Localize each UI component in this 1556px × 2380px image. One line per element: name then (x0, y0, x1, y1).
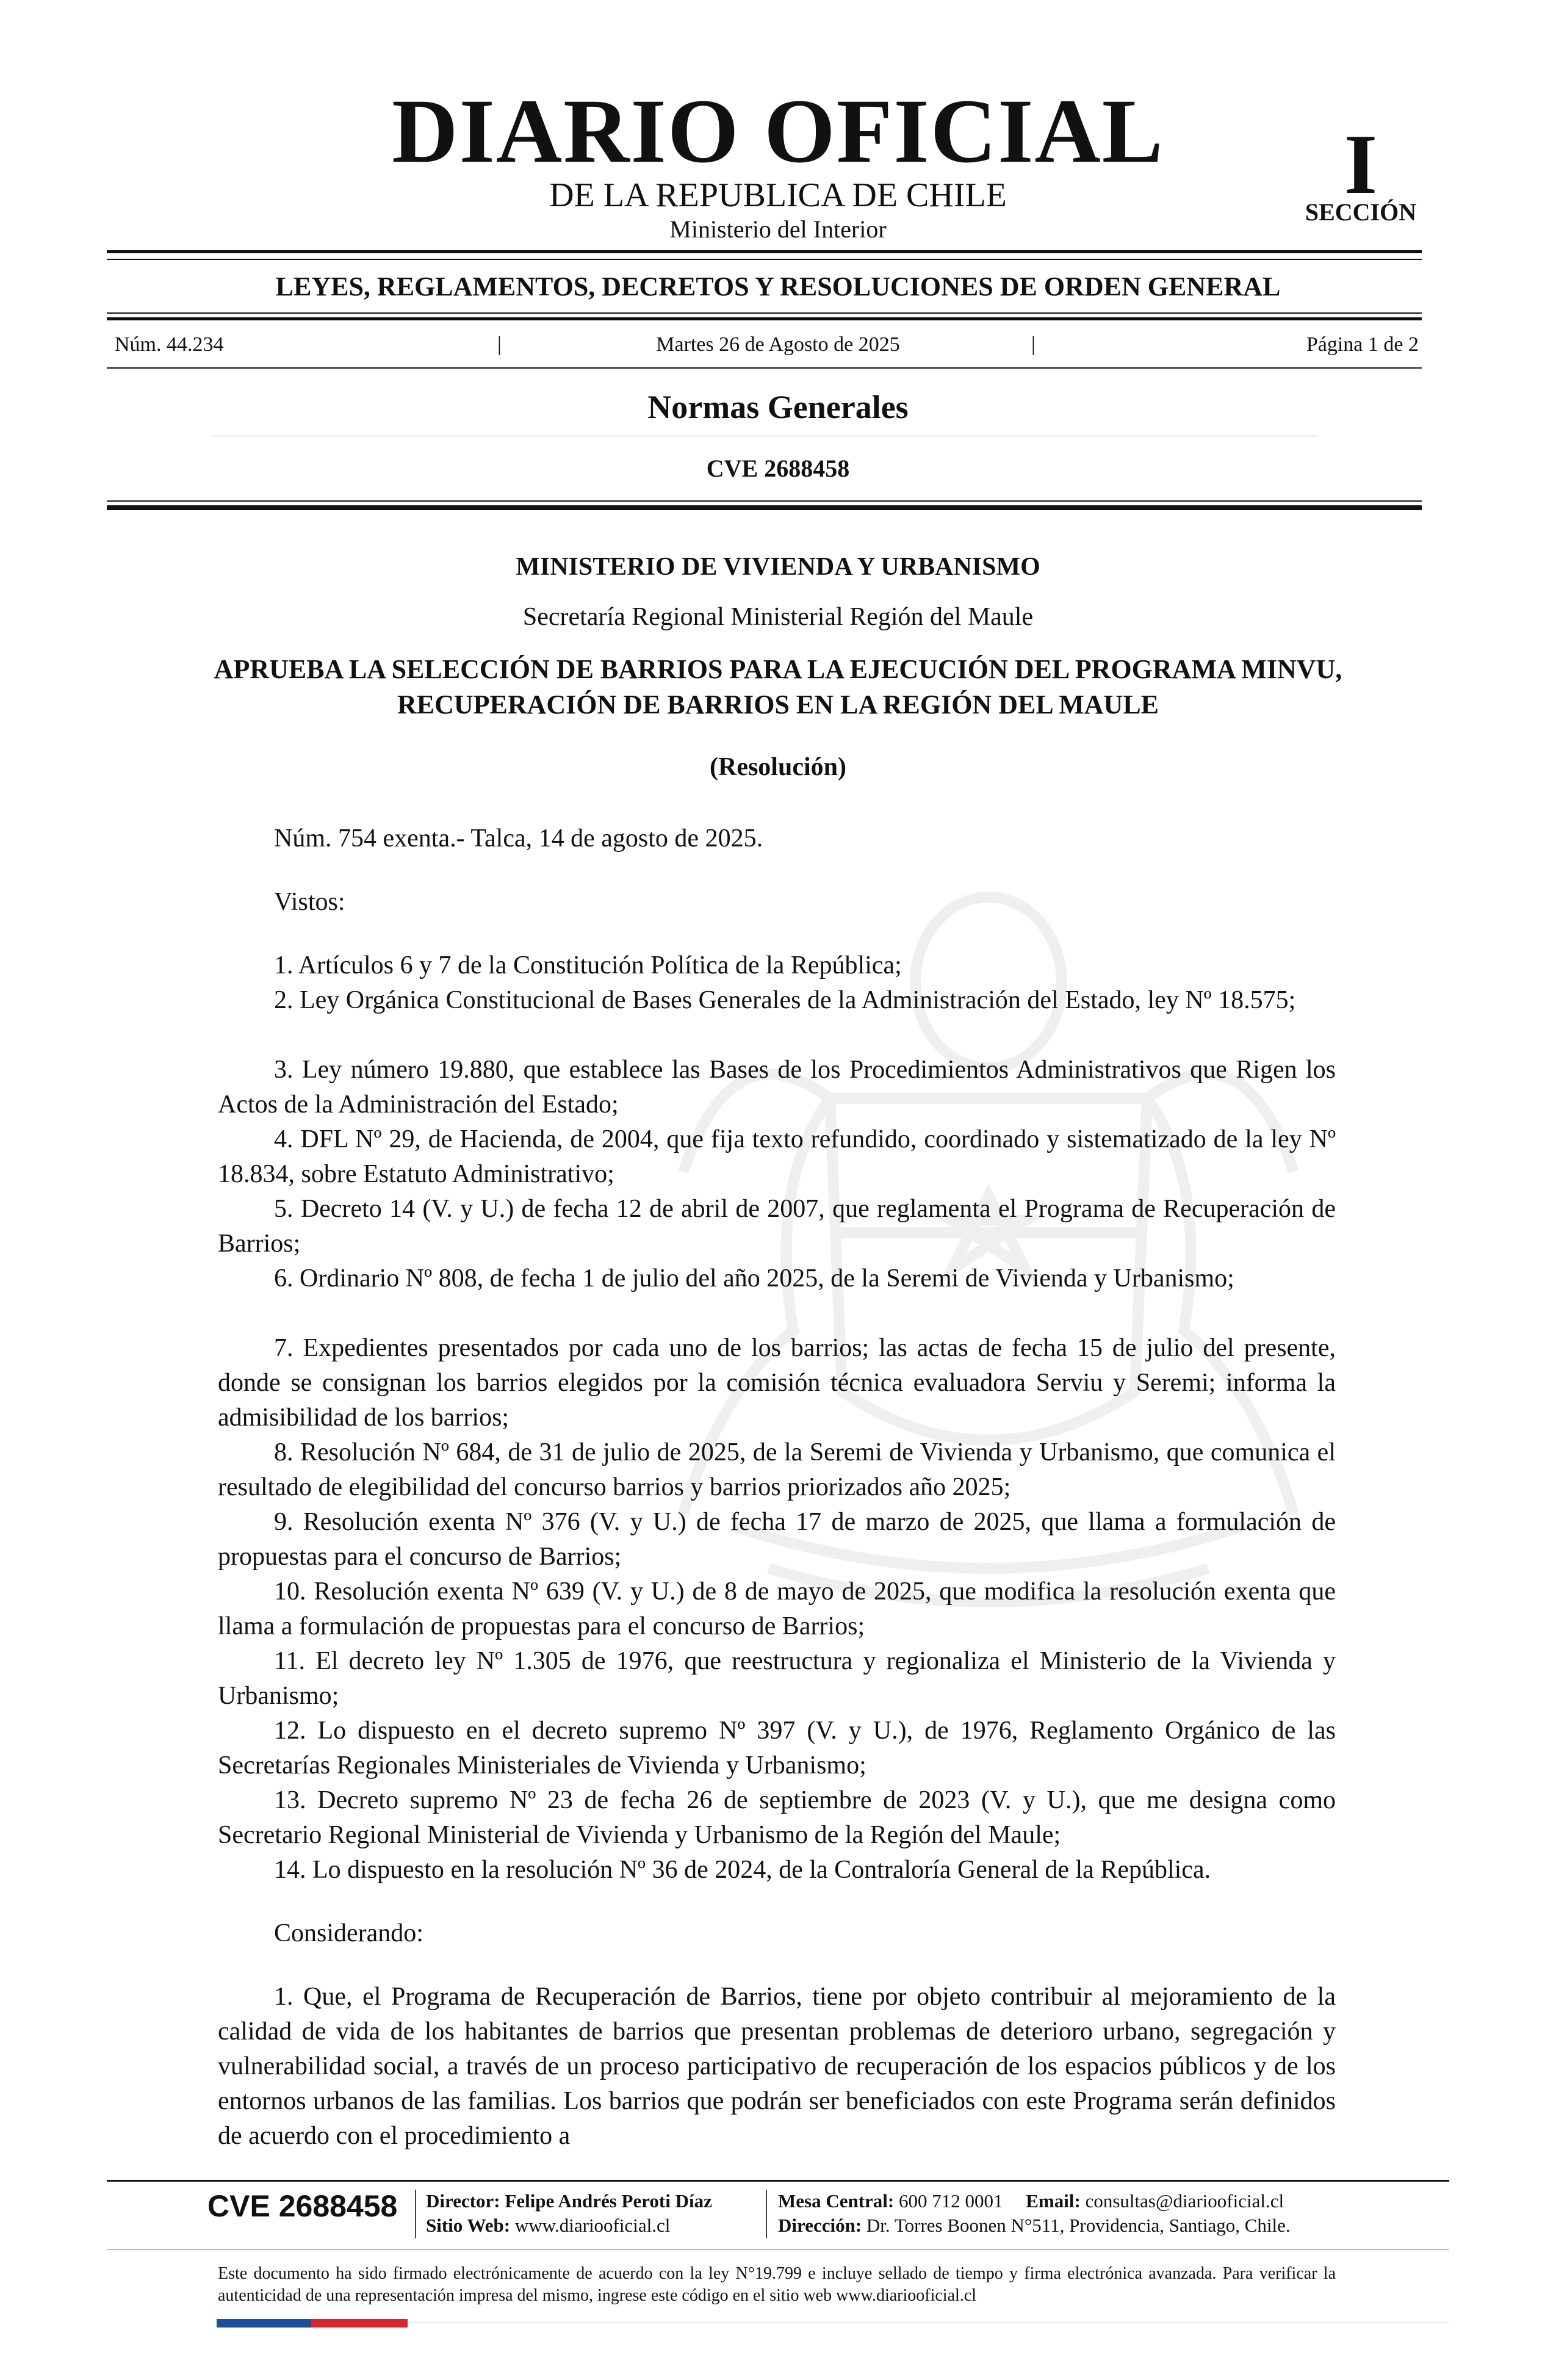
vistos-item: 7. Expedientes presentados por cada uno de los barrios; las actas de fecha 15 de julio del presente, donde se consignan los barrios elegidos por la comisión técnica evaluadora Serviu y Seremi; informa la admisibilidad de los barrios; (218, 1334, 1336, 1432)
address-label: Dirección: (778, 2215, 862, 2236)
ministry-name: MINISTERIO DE VIVIENDA Y URBANISMO (516, 553, 1040, 581)
web-link[interactable]: www.diariooficial.cl (514, 2215, 671, 2236)
considerando-item: 1. Que, el Programa de Recuperación de Barrios, tiene por objeto contribuir al mejoramiento de la calidad de vida de los habitantes de barrios que presentan problemas de deterioro urbano, segregación y vulnerabilidad social, a través de un proceso participativo de recuperación de los espacios públicos y de los entornos urbanos de las familias. Los barrios que podrán ser beneficiados con este Programa serán definidos de acuerdo con el procedimiento a (218, 1983, 1336, 2150)
vistos-item: 8. Resolución Nº 684, de 31 de julio de 2025, de la Seremi de Vivienda y Urbanismo, que comunica el resultado de elegibilidad del concurso barrios y barrios priorizados año 2025; (218, 1438, 1336, 1501)
vistos-item: 11. El decreto ley Nº 1.305 de 1976, que reestructura y regionaliza el Ministerio de la Vivienda y Urbanismo; (218, 1647, 1336, 1710)
masthead-ministry: Ministerio del Interior (669, 215, 887, 243)
masthead-subtitle: DE LA REPUBLICA DE CHILE (549, 176, 1007, 214)
web-label: Sitio Web: (426, 2215, 511, 2236)
seremi-name: Secretaría Regional Ministerial Región del Maule (522, 603, 1034, 631)
laws-rule-thin (107, 312, 1422, 314)
footer-cve-code: CVE 2688458 (207, 2189, 398, 2223)
normas-title: Normas Generales (647, 389, 909, 425)
vistos-item: 2. Ley Orgánica Constitucional de Bases Generales de la Administración del Estado, ley Nº 18.575; (274, 986, 1296, 1014)
vistos-item: 9. Resolución exenta Nº 376 (V. y U.) de fecha 17 de marzo de 2025, que llama a formulación de propuestas para el concurso de Barrios; (218, 1508, 1336, 1571)
issue-rule (107, 367, 1422, 369)
vistos-item: 4. DFL Nº 29, de Hacienda, de 2004, que fija texto refundido, coordinado y sistematizado de la ley Nº 18.834, sobre Estatuto Administrativo; (218, 1125, 1336, 1188)
footer-rule-mid (107, 2249, 1449, 2250)
section-numeral: I (1344, 117, 1378, 212)
phone-value: 600 712 0001 (899, 2190, 1003, 2212)
header-rule-thick (107, 505, 1422, 510)
footer-director (426, 2190, 712, 2213)
vistos-item: 10. Resolución exenta Nº 639 (V. y U.) de 8 de mayo de 2025, que modifica la resolución exenta que llama a formulación de propuestas para el concurso de Barrios; (218, 1578, 1336, 1640)
laws-rule-thick (107, 317, 1422, 320)
masthead-rule-thick (107, 250, 1422, 253)
considerando-heading: Considerando: (274, 1919, 423, 1947)
vistos-heading: Vistos: (274, 888, 345, 916)
email-link[interactable]: consultas@diariooficial.cl (1085, 2190, 1284, 2212)
vistos-item: 13. Decreto supremo Nº 23 de fecha 26 de septiembre de 2023 (V. y U.), que me designa como Secretario Regional Ministerial de Vivienda y Urbanismo de la Región del Maule; (218, 1786, 1336, 1849)
flag-bar-red (311, 2319, 408, 2328)
footer-divider (766, 2190, 767, 2238)
resolution-type: (Resolución) (710, 753, 846, 781)
footer-divider (415, 2190, 416, 2238)
issue-date: Martes 26 de Agosto de 2025 (656, 333, 900, 356)
vistos-item: 6. Ordinario Nº 808, de fecha 1 de julio del año 2025, de la Seremi de Vivienda y Urbanismo; (274, 1264, 1234, 1293)
vistos-item: 12. Lo dispuesto en el decreto supremo Nº 397 (V. y U.), de 1976, Reglamento Orgánico de las Secretarías Regionales Ministeriales de Vivienda y Urbanismo; (218, 1717, 1336, 1780)
flag-bar-blue (217, 2319, 311, 2328)
issue-separator: | (1031, 333, 1036, 356)
laws-title: LEYES, REGLAMENTOS, DECRETOS Y RESOLUCIONES DE ORDEN GENERAL (275, 272, 1281, 301)
address-value: Dr. Torres Boonen N°511, Providencia, Santiago, Chile. (866, 2215, 1291, 2236)
phone-label: Mesa Central: (778, 2190, 895, 2212)
masthead-title: DIARIO OFICIAL (392, 81, 1164, 182)
issue-separator: | (497, 333, 502, 356)
footer-rule-top (107, 2180, 1449, 2182)
vistos-item: 3. Ley número 19.880, que establece las Bases de los Procedimientos Administrativos que Rigen los Actos de la Administración del Estado; (218, 1056, 1336, 1119)
footer-address (778, 2214, 1291, 2237)
vistos-item: 14. Lo dispuesto en la resolución Nº 36 de 2024, de la Contraloría General de la República. (274, 1856, 1211, 1884)
email-label: Email: (1026, 2190, 1081, 2212)
header-rule-thin (107, 500, 1422, 502)
issue-number: Núm. 44.234 (115, 333, 224, 356)
footer-contact (778, 2190, 1284, 2213)
vistos-item: 5. Decreto 14 (V. y U.) de fecha 12 de abril de 2007, que reglamenta el Programa de Recuperación de Barrios; (218, 1195, 1336, 1258)
resolution-title: APRUEBA LA SELECCIÓN DE BARRIOS PARA LA EJECUCIÓN DEL PROGRAMA MINVU, RECUPERACIÓN DE BARRIOS EN LA REGIÓN DEL MAULE (214, 654, 1342, 719)
resolution-number-line: Núm. 754 exenta.- Talca, 14 de agosto de 2025. (274, 824, 763, 853)
section-label: SECCIÓN (1305, 198, 1417, 226)
masthead-rule-thin (107, 259, 1422, 260)
director-name: Felipe Andrés Peroti Díaz (505, 2190, 712, 2212)
footer-signature-note: Este documento ha sido firmado electrónicamente de acuerdo con la ley N°19.799 e incluye sellado de tiempo y firma electrónica avanzada. Para verificar la autenticidad de una representación impresa del mismo, ingrese este código en el sitio web www.diariooficial.cl (218, 2264, 1336, 2305)
footer-website (426, 2214, 670, 2237)
vistos-item: 1. Artículos 6 y 7 de la Constitución Política de la República; (274, 951, 902, 979)
cve-code: CVE 2688458 (706, 455, 850, 482)
director-label: Director: (426, 2190, 500, 2212)
issue-page: Página 1 de 2 (1306, 333, 1419, 356)
